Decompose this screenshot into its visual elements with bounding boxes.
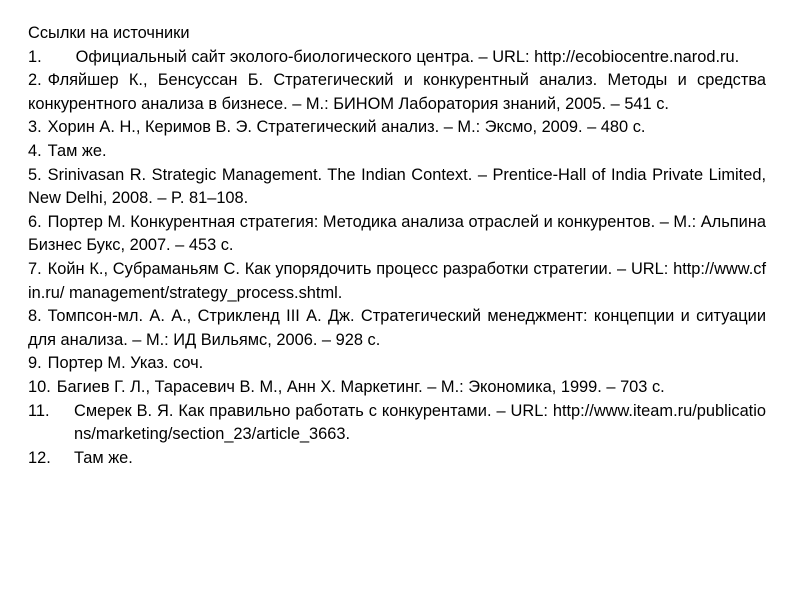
reference-text: Томпсон-мл. А. А., Стрикленд III А. Дж. Стратегический менеджмент: концепции и ситуации для анализа. – М.: ИД Вильямс, 2006. – 928 с. xyxy=(28,307,766,349)
reference-text: Койн К., Субраманьям С. Как упорядочить процесс разработки стратегии. – URL: http://www.cfin.ru/ management/strategy_process.shtml. xyxy=(28,259,766,302)
reference-text: Официальный сайт эколого-биологического центра. – URL: http://ecobiocentre.narod.ru. xyxy=(75,47,740,66)
reference-text: Портер М. Конкурентная стратегия: Методика анализа отраслей и конкурентов. – М.: Альпина Бизнес Букс, 2007. – 453 с. xyxy=(28,212,766,255)
reference-number: 9. xyxy=(28,354,42,373)
reference-number: 5. xyxy=(28,165,42,184)
reference-number: 7. xyxy=(28,259,42,278)
reference-item-2 xyxy=(28,69,766,116)
reference-number: 4. xyxy=(28,141,42,160)
reference-text: Там же. xyxy=(74,448,133,467)
reference-item-3 xyxy=(28,116,766,140)
references-heading: Ссылки на источники xyxy=(28,24,190,42)
reference-number: 6. xyxy=(28,212,42,231)
reference-item-9 xyxy=(28,352,766,376)
reference-text: Хорин А. Н., Керимов В. Э. Стратегический анализ. – М.: Эксмо, 2009. – 480 с. xyxy=(47,118,646,137)
reference-number: 12. xyxy=(28,448,51,467)
reference-text: Смерек В. Я. Как правильно работать с конкурентами. – URL: http://www.iteam.ru/publications/marketing/section_23/article_3663. xyxy=(74,401,766,444)
reference-number: 11. xyxy=(28,401,50,420)
reference-text: Портер М. Указ. соч. xyxy=(47,354,204,373)
reference-item-10 xyxy=(28,376,766,400)
reference-text: Фляйшер К., Бенсуссан Б. Стратегический и конкурентный анализ. Методы и средства конкурентного анализа в бизнесе. – М.: БИНОМ Лаборатория знаний, 2005. – 541 с. xyxy=(28,71,766,113)
reference-item-11 xyxy=(28,400,766,447)
reference-text: Srinivasan R. Strategic Management. The Indian Context. – Prentice-Hall of India Private Limited, New Delhi, 2008. – P. 81–108. xyxy=(28,165,766,208)
slide-content xyxy=(28,22,766,470)
reference-item-5 xyxy=(28,164,766,211)
reference-item-1 xyxy=(28,46,766,70)
reference-item-4 xyxy=(28,140,766,164)
reference-text: Там же. xyxy=(47,141,107,160)
reference-text: Багиев Г. Л., Тарасевич В. М., Анн Х. Маркетинг. – М.: Экономика, 1999. – 703 с. xyxy=(56,377,665,396)
reference-item-7 xyxy=(28,258,766,305)
reference-number: 2. xyxy=(28,71,42,90)
reference-item-12 xyxy=(28,447,766,471)
reference-item-6 xyxy=(28,211,766,258)
reference-number: 1. xyxy=(28,47,42,66)
reference-number: 8. xyxy=(28,307,42,326)
reference-number: 10. xyxy=(28,377,51,396)
reference-item-8 xyxy=(28,305,766,352)
reference-number: 3. xyxy=(28,118,42,137)
